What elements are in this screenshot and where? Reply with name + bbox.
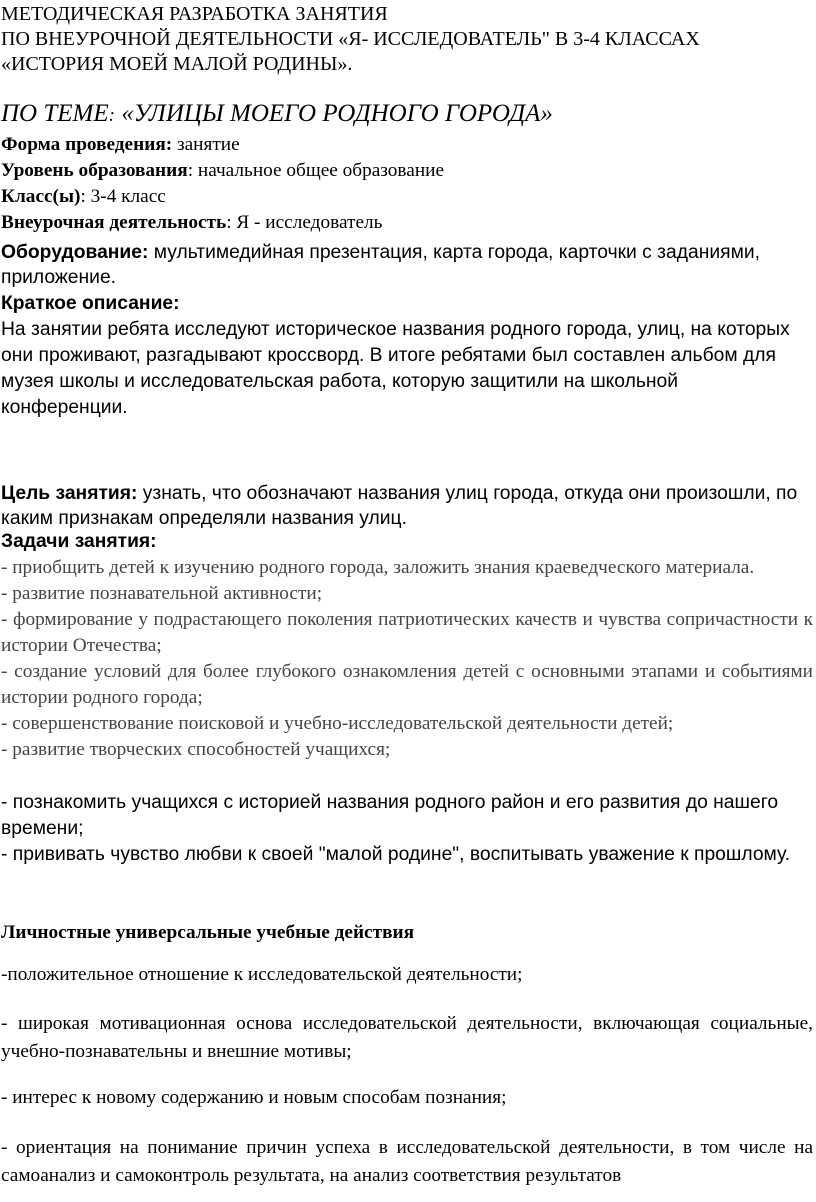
meta-activity — [1, 210, 813, 236]
topic-colon: : — [108, 105, 115, 126]
tasks-extra — [1, 790, 801, 868]
task-item-5: - совершенствование поисковой и учебно-исследовательской деятельности детей; — [1, 713, 674, 734]
meta-form — [1, 132, 813, 158]
task-item-3: - формирование у подрастающего поколения патриотических качеств и чувства сопричастности к истории Отечества; — [1, 609, 813, 656]
meta-level-value: : начальное общее образование — [187, 160, 445, 181]
meta-class-label: Класс(ы) — [1, 186, 81, 207]
personal-item-2: - широкая мотивационная основа исследовательской деятельности, включающая социальные, учебно-познавательны и внешние мотивы; — [1, 1013, 813, 1062]
meta-form-value: занятие — [172, 134, 240, 155]
topic-title: «УЛИЦЫ МОЕГО РОДНОГО ГОРОДА» — [114, 100, 553, 127]
tasks-list — [1, 555, 813, 763]
description-label: Краткое описание: — [1, 293, 180, 314]
meta-form-label: Форма проведения: — [1, 134, 173, 155]
equipment-value: мультимедийная презентация, карта города, карточки с заданиями, приложение. — [1, 242, 760, 288]
meta-level-label: Уровень образования — [1, 160, 188, 181]
header-line-3: «ИСТОРИЯ МОЕЙ МАЛОЙ РОДИНЫ». — [1, 53, 353, 75]
description-section — [1, 291, 813, 421]
task-extra-1: - познакомить учащихся с историей названия родного район и его развития до нашего времени; — [1, 792, 779, 839]
meta-class-value: : 3-4 класс — [80, 186, 166, 207]
personal-item-4: - ориентация на понимание причин успеха в исследовательской деятельности, в том числе на самоанализ и самоконтроль результата, на анализ соответствия результатов — [1, 1137, 813, 1186]
task-item-4: - создание условий для более глубокого ознакомления детей с основными этапами и событиями истории родного города; — [1, 661, 813, 708]
personal-item-1: -положительное отношение к исследовательской деятельности; — [1, 964, 523, 985]
meta-activity-label: Внеурочная деятельность — [1, 212, 227, 233]
equipment-label: Оборудование: — [1, 242, 149, 263]
task-item-6: - развитие творческих способностей учащихся; — [1, 739, 391, 760]
meta-level — [1, 158, 813, 184]
topic-prefix: ПО ТЕМЕ — [1, 100, 109, 127]
personal-title: Личностные универсальные учебные действия — [1, 922, 415, 943]
task-item-2: - развитие познавательной активности; — [1, 583, 323, 604]
goal-label: Цель занятия: — [1, 483, 138, 504]
header-line-1: МЕТОДИЧЕСКАЯ РАЗРАБОТКА ЗАНЯТИЯ — [1, 3, 388, 25]
description-text: На занятии ребята исследуют историческое названия родного города, улиц, на которых они проживают, разгадывают кроссворд. В итоге ребятами был составлен альбом для музея школы и исследовательская работа, которую защитили на школьной конференции. — [1, 319, 790, 418]
document-header — [1, 2, 813, 77]
meta-activity-value: : Я - исследователь — [226, 212, 383, 233]
meta-section — [1, 132, 813, 236]
task-item-1: - приобщить детей к изучению родного города, заложить знания краеведческого материала. — [1, 557, 755, 578]
tasks-label: Задачи занятия: — [1, 531, 157, 552]
task-extra-2: - прививать чувство любви к своей "малой родине", воспитывать уважение к прошлому. — [1, 844, 791, 865]
meta-class — [1, 184, 813, 210]
header-line-2: ПО ВНЕУРОЧНОЙ ДЕЯТЕЛЬНОСТИ «Я- ИССЛЕДОВАТЕЛЬ" В 3-4 КЛАССАХ — [1, 28, 700, 50]
goal-text: узнать, что обозначают названия улиц города, откуда они произошли, по каким признакам определяли названия улиц. — [1, 483, 798, 529]
goal-paragraph — [1, 481, 801, 531]
equipment-paragraph — [1, 240, 791, 290]
personal-item-3: - интерес к новому содержанию и новым способам познания; — [1, 1087, 507, 1108]
topic-heading — [1, 99, 553, 131]
